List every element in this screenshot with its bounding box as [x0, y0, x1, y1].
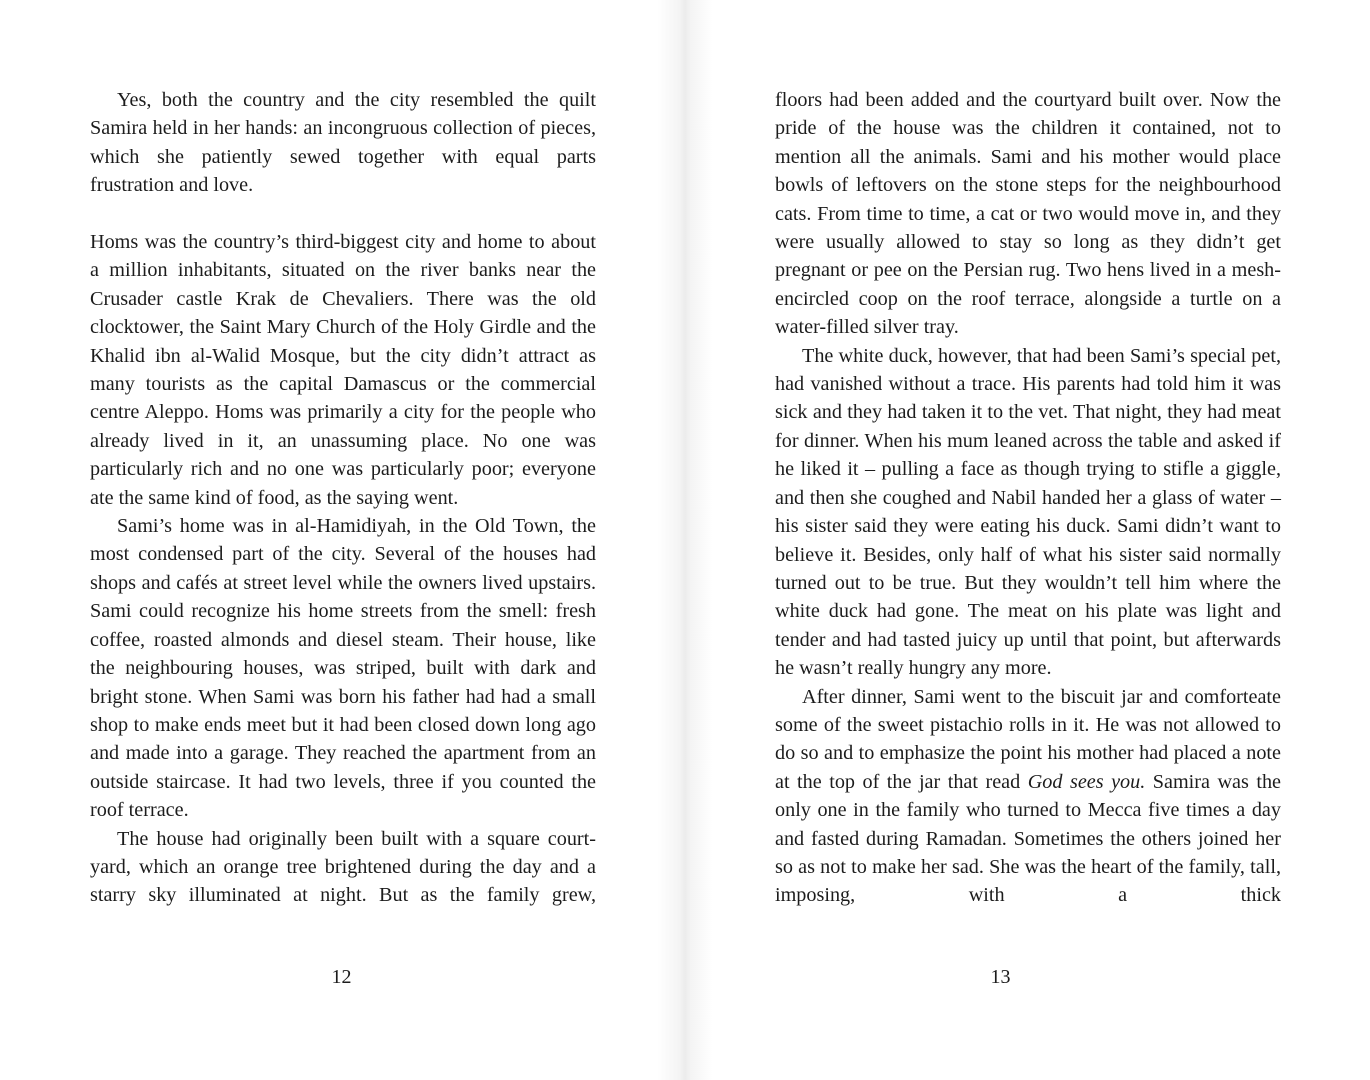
note-text: God sees you. — [1027, 770, 1146, 793]
left-page-text — [90, 86, 596, 910]
page-number: 13 — [990, 966, 1011, 988]
paragraph: The white duck, however, that had been Sami’s special pet, had vanished without a trace. His parents had told him it was sick and they had taken it to the vet. That night, they had meat for dinner. When his mum leaned across the table and asked if he liked it – pulling a face as though trying to stifle a giggle, and then she coughed and Nabil handed her a glass of water – his sister said they were eating his duck. Sami didn’t want to believe it. Besides, only half of what his sister said normally turned out to be true. But they wouldn’t tell him where the white duck had gone. The meat on his plate was light and tender and had tasted juicy up until that point, but afterwards he wasn’t really hungry any more. — [775, 344, 1281, 680]
right-page-text — [775, 86, 1281, 910]
paragraph: Yes, both the country and the city resembled the quilt Samira held in her hands: an incongruous collection of pieces, which she patiently sewed together with equal parts frustration and love. — [90, 89, 596, 197]
paragraph: Sami’s home was in al-Hamidiyah, in the Old Town, the most condensed part of the city. Several of the houses had shops and cafés at street level while the owners lived upstairs. Sami could recognize his home streets from the smell: fresh coffee, roasted almonds and diesel steam. Their house, like the neighbouring houses, was striped, built with dark and bright stone. When Sami was born his father had had a small shop to make ends meet but it had been closed down long ago and made into a garage. They reached the apartment from an outside staircase. It had two levels, three if you counted the roof terrace. — [90, 515, 596, 822]
paragraph: floors had been added and the courtyard built over. Now the pride of the house was the children it contained, not to mention all the animals. Sami and his mother would place bowls of leftovers on the stone steps for the neighbourhood cats. From time to time, a cat or two would move in, and they were usually allowed to stay so long as they didn’t get pregnant or pee on the Persian rug. Two hens lived in a mesh-encircled coop on the roof terrace, alongside a turtle on a water-filled silver tray. — [775, 89, 1281, 339]
right-page — [685, 0, 1370, 1080]
paragraph-text: After dinner, Sami went to the biscuit jar and comforteate some of the sweet pistachio rolls in it. He was not allowed to do so and to emphasize the point his mother had placed a note at the top of the jar that read — [775, 685, 1281, 793]
paragraph: The house had originally been built with a square courtyard, which an orange tree brightened during the day and a starry sky illuminated at night. But as the family grew, — [90, 827, 596, 907]
paragraph-text: Samira was the only one in the family who turned to Mecca five times a day and fasted during Ramadan. Sometimes the others joined her so as not to make her sad. She was the heart of the family, tall, imposing, with a thick — [775, 770, 1282, 907]
paragraph: Homs was the country’s third-biggest city and home to about a million inhabitants, situated on the river banks near the Crusader castle Krak de Chevaliers. There was the old clocktower, the Saint Mary Church of the Holy Girdle and the Khalid ibn al-Walid Mosque, but the city didn’t attract as many tourists as the capital Damascus or the commercial centre Aleppo. Homs was primarily a city for the people who already lived in it, an unassuming place. No one was particularly rich and no one was particularly poor; everyone ate the same kind of food, as the saying went. — [90, 231, 596, 509]
page-number: 12 — [331, 966, 352, 988]
paragraph — [775, 683, 1281, 910]
